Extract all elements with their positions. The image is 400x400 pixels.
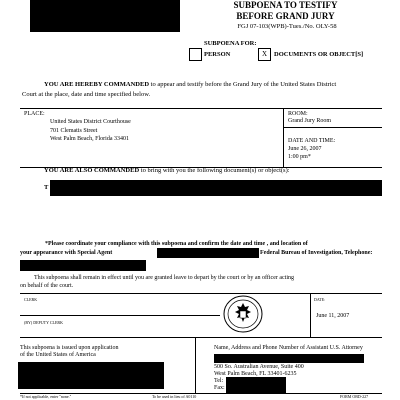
place-address [50,118,131,144]
document-title [198,0,373,22]
attorney-address-1: 500 So. Australian Avenue, Suite 400 [214,364,304,370]
place-line-1: United States District Courthouse [50,119,131,125]
attorney-fax-label: Fax: [214,385,225,391]
redaction-block [157,248,259,258]
coordinate-line-1: *Please coordinate your compliance with this subpoena and confirm the date and time , and location of [45,241,308,247]
person-checkbox[interactable] [189,48,202,61]
attorney-heading: Name, Address and Phone Number of Assistant U.S. Attorney [214,345,363,351]
footer-rule [20,393,382,394]
deputy-clerk-label: (BY) DEPUTY CLERK [24,320,63,325]
redaction-block [18,362,164,389]
also-commanded-lead: YOU ARE ALSO COMMANDED [44,167,140,174]
command-lead: YOU ARE HEREBY COMMANDED [44,81,150,88]
effect-line-1: This subpoena shall remain in effect until you are granted leave to depart by the court or by an officer acting [34,275,295,281]
attorney-tel-label: Tel: [214,378,224,384]
effect-paragraph [20,274,382,290]
clerk-date-value: June 11, 2007 [316,313,350,319]
documents-checkbox[interactable] [258,48,271,61]
item-prefix: T [44,184,49,191]
form-number: FORM OBD-227 [340,394,369,399]
clerk-date-label: DATE: [314,297,326,302]
clerk-top-rule [20,293,382,294]
date-time-label: DATE AND TIME: [288,138,336,144]
table-top-rule [20,108,382,109]
effect-line-2: on behalf of the court. [20,283,74,289]
command-line2: Court at the place, date and time specified below. [22,91,151,98]
court-seal-icon [222,294,264,334]
issued-divider [195,337,196,393]
redaction-block [226,377,286,393]
person-label: PERSON [204,51,231,58]
time-value: 1:00 pm* [288,154,311,160]
footer-center: To be used in lieu of A0110 [152,394,197,399]
title-line-1: SUBPOENA TO TESTIFY [233,0,338,10]
room-date-rule [283,127,382,128]
also-commanded-rest: to bring with you the following document(s) or object(s): [139,167,290,174]
command-line1: to appear and testify before the Grand Jury of the United States District [149,81,337,88]
place-label: PLACE: [24,111,45,117]
coordinate-line-2-end: Federal Bureau of Investigation, Telephone: [260,250,373,256]
redaction-block [30,0,180,32]
case-reference: FGJ 07-103(WPB)-Tues./No. OLY-58 [237,23,337,30]
footer-note: *If not applicable, enter "none." [20,394,72,399]
attorney-address-2: West Palm Beach, FL 33401-6235 [214,371,297,377]
place-line-2: 701 Clematis Street [50,127,98,134]
clerk-signature-line [20,315,220,316]
issued-line-2: of the United States of America [20,352,96,358]
issued-line-1: This subpoena is issued upon application [20,345,119,351]
clerk-label: CLERK [24,297,38,302]
coordinate-line-2-start: your appearance with Special Agent [20,250,113,256]
issued-text [20,345,119,359]
clerk-divider [310,293,311,337]
date-value: June 26, 2007 [288,146,322,152]
room-value: Grand Jury Room [288,118,331,124]
subpoena-for-label: SUBPOENA FOR: [204,40,257,47]
also-commanded-line [44,167,290,175]
title-line-2: BEFORE GRAND JURY [236,11,335,21]
checkbox-x-mark: X [261,50,268,58]
place-line-3: West Palm Beach, Florida 33401 [50,136,130,142]
command-paragraph [22,80,382,100]
room-label: ROOM: [288,111,308,117]
documents-label: DOCUMENTS OR OBJECT[S] [274,51,364,58]
redaction-block [50,180,382,196]
redaction-block [20,260,146,271]
clerk-bottom-rule [20,337,382,338]
table-divider [283,108,284,167]
redaction-block [214,354,364,363]
